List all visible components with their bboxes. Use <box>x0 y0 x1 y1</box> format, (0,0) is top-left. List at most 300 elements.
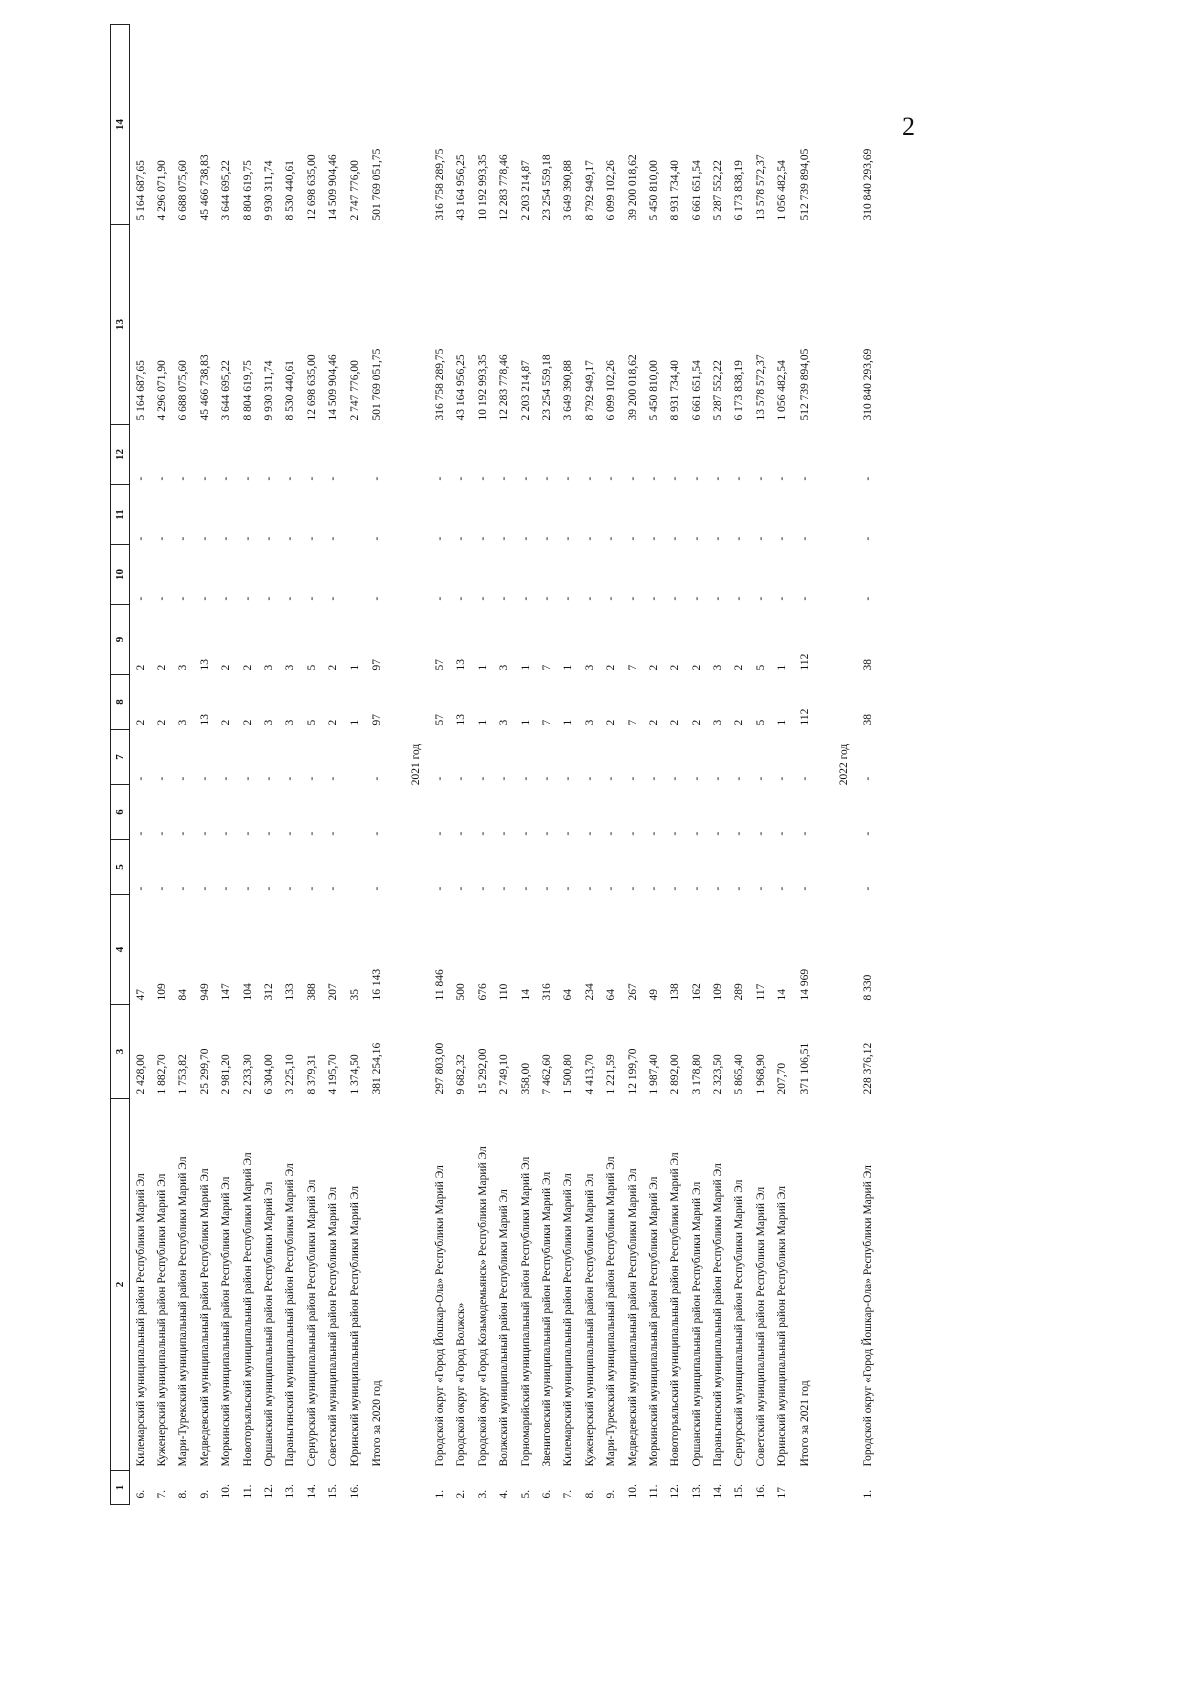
table-cell: 1 <box>476 719 489 726</box>
table-row <box>323 25 344 1505</box>
table-cell: - <box>669 596 682 601</box>
table-cell: - <box>519 831 532 836</box>
table-cell: 13 <box>455 659 468 671</box>
table-cell: 15 292,00 <box>476 1048 489 1095</box>
table-cell: - <box>327 476 340 481</box>
table-cell: - <box>733 476 746 481</box>
table-cell: - <box>519 886 532 891</box>
table-cell: 1 <box>776 719 789 726</box>
table-cell: - <box>198 476 211 481</box>
table-cell: 316 758 289,75 <box>433 348 446 421</box>
table-cell: - <box>284 776 297 781</box>
table-cell: - <box>177 831 190 836</box>
spacer-cell <box>817 25 831 1505</box>
page-number: 2 <box>902 112 915 141</box>
table-cell: - <box>241 776 254 781</box>
table-cell: - <box>626 886 639 891</box>
table-cell: 14 <box>519 989 532 1001</box>
table-cell: - <box>861 596 874 601</box>
table-row <box>536 25 557 1505</box>
year-heading-row <box>831 25 857 1505</box>
table-cell: - <box>156 831 169 836</box>
table-cell: - <box>198 776 211 781</box>
table-cell: - <box>861 776 874 781</box>
table-row <box>301 25 322 1505</box>
row-label: Городской округ «Город Йошкар-Ола» Республики Марий Эл <box>861 1165 874 1467</box>
table-cell: - <box>134 776 147 781</box>
row-label: Советский муниципальный район Республики Марий Эл <box>754 1186 767 1467</box>
table-cell: - <box>327 831 340 836</box>
table-cell: - <box>134 596 147 601</box>
table-cell: - <box>177 536 190 541</box>
table-cell: - <box>669 886 682 891</box>
data-table <box>110 24 878 1505</box>
column-header: 12 <box>111 425 130 485</box>
table-cell: 5 <box>305 719 318 726</box>
table-cell: 1 753,82 <box>177 1054 190 1095</box>
table-row <box>750 25 771 1505</box>
column-header: 11 <box>111 485 130 545</box>
table-cell: - <box>371 886 384 891</box>
table-cell: - <box>583 536 596 541</box>
table-cell: - <box>626 596 639 601</box>
table-cell: 3 644 695,22 <box>220 360 233 421</box>
table-cell: 1 <box>776 664 789 671</box>
table-cell: 5 <box>754 719 767 726</box>
table-cell: 16 143 <box>371 968 384 1001</box>
table-cell: - <box>284 596 297 601</box>
row-label: Килемарский муниципальный район Республики Марий Эл <box>562 1173 575 1467</box>
table-cell: 949 <box>198 983 211 1001</box>
table-cell: 2 <box>647 664 660 671</box>
table-cell: - <box>690 596 703 601</box>
table-cell: 138 <box>669 983 682 1001</box>
table-cell: - <box>433 831 446 836</box>
table-cell: - <box>455 776 468 781</box>
table-cell: 2 <box>733 664 746 671</box>
table-cell: 2 <box>220 664 233 671</box>
table-cell: - <box>305 476 318 481</box>
table-cell: 500 <box>455 983 468 1001</box>
table-cell: 39 200 018,62 <box>626 154 639 221</box>
table-cell: 84 <box>177 989 190 1001</box>
table-cell: - <box>371 831 384 836</box>
table-cell <box>344 545 365 605</box>
table-cell: - <box>690 831 703 836</box>
table-cell: 133 <box>284 983 297 1001</box>
table-cell: - <box>562 831 575 836</box>
table-cell: 14 <box>776 989 789 1001</box>
table-cell: 2 749,10 <box>498 1054 511 1095</box>
table-cell: 5 164 687,65 <box>134 360 147 421</box>
table-cell: 6 173 838,19 <box>733 160 746 221</box>
row-label: Параньгинский муниципальный район Республики Марий Эл <box>284 1163 297 1467</box>
header-row <box>111 25 130 1505</box>
table-cell: 2 747 776,00 <box>348 360 361 421</box>
spacer-row <box>817 25 831 1505</box>
table-cell: 512 739 894,05 <box>798 148 811 221</box>
row-label: Звениговский муниципальный район Республики Марий Эл <box>540 1171 553 1467</box>
table-cell: 289 <box>733 983 746 1001</box>
table-cell: 3 <box>712 664 725 671</box>
table-cell: 3 644 695,22 <box>220 160 233 221</box>
table-cell: - <box>263 776 276 781</box>
table-cell: 6 688 075,60 <box>177 160 190 221</box>
table-cell: - <box>626 476 639 481</box>
table-cell: 312 <box>263 983 276 1001</box>
table-cell: 2 <box>690 664 703 671</box>
table-cell: 8 530 440,61 <box>284 160 297 221</box>
row-number: 13. <box>690 1484 703 1499</box>
table-cell: 5 <box>754 664 767 671</box>
table-cell: - <box>198 886 211 891</box>
table-cell: 2 747 776,00 <box>348 160 361 221</box>
table-cell: 110 <box>498 983 511 1001</box>
table-cell: 2 203 214,87 <box>519 160 532 221</box>
table-cell: - <box>733 596 746 601</box>
table-cell: - <box>305 831 318 836</box>
table-cell: - <box>455 476 468 481</box>
table-cell: 4 413,70 <box>583 1054 596 1095</box>
table-cell: - <box>220 776 233 781</box>
table-cell: - <box>754 476 767 481</box>
table-cell: 147 <box>220 983 233 1001</box>
table-row <box>258 25 279 1505</box>
table-cell: 1 <box>348 719 361 726</box>
table-cell: 12 283 778,46 <box>498 354 511 421</box>
table-cell: - <box>562 596 575 601</box>
table-cell: 2 <box>156 719 169 726</box>
table-cell: - <box>754 536 767 541</box>
table-cell: 3 <box>498 664 511 671</box>
table-cell: 6 173 838,19 <box>733 360 746 421</box>
year-heading: 2021 год <box>410 743 423 786</box>
table-cell: - <box>754 831 767 836</box>
table-cell: 8 530 440,61 <box>284 360 297 421</box>
table-cell: - <box>583 776 596 781</box>
table-cell: 2 <box>647 719 660 726</box>
row-number: 10. <box>220 1484 233 1499</box>
row-label: Городской округ «Город Волжск» <box>455 1302 468 1467</box>
table-cell: 2 233,30 <box>241 1054 254 1095</box>
table-cell: 6 099 102,26 <box>605 360 618 421</box>
column-header: 1 <box>111 1471 130 1505</box>
table-cell: 5 287 552,22 <box>712 360 725 421</box>
table-cell: - <box>712 536 725 541</box>
table-cell: - <box>647 596 660 601</box>
row-label: Мари-Турекский муниципальный район Республики Марий Эл <box>177 1156 190 1467</box>
table-cell: 13 <box>198 659 211 671</box>
table-cell: - <box>134 476 147 481</box>
total-row <box>793 25 817 1505</box>
column-header: 8 <box>111 675 130 730</box>
table-cell: - <box>712 886 725 891</box>
table-cell: 64 <box>562 989 575 1001</box>
table-cell: - <box>498 831 511 836</box>
table-cell: - <box>220 886 233 891</box>
table-cell: 12 698 635,00 <box>305 154 318 221</box>
table-row <box>665 25 686 1505</box>
table-cell: 3 <box>263 719 276 726</box>
table-row <box>194 25 215 1505</box>
table-row <box>686 25 707 1505</box>
table-cell: 207,70 <box>776 1062 789 1095</box>
table-cell: - <box>263 831 276 836</box>
table-cell: - <box>861 536 874 541</box>
table-cell: 4 296 071,90 <box>156 160 169 221</box>
table-cell: 1 <box>519 664 532 671</box>
table-row <box>643 25 664 1505</box>
table-cell: 6 688 075,60 <box>177 360 190 421</box>
row-label: Новоторъяльский муниципальный район Республики Марий Эл <box>241 1152 254 1467</box>
table-cell: - <box>455 596 468 601</box>
table-cell: 7 <box>540 664 553 671</box>
table-cell: 7 <box>626 719 639 726</box>
table-cell: 316 <box>540 983 553 1001</box>
row-number: 13. <box>284 1484 297 1499</box>
table-cell: 57 <box>433 714 446 726</box>
row-label: Куженерский муниципальный район Республики Марий Эл <box>583 1173 596 1467</box>
table-cell: 5 450 810,00 <box>647 160 660 221</box>
table-cell: - <box>134 831 147 836</box>
table-cell: - <box>220 476 233 481</box>
table-cell: 1 <box>348 664 361 671</box>
table-cell: 2 <box>327 664 340 671</box>
table-cell: - <box>861 476 874 481</box>
table-cell: - <box>861 886 874 891</box>
table-row <box>600 25 621 1505</box>
table-cell: - <box>605 596 618 601</box>
table-cell: - <box>498 536 511 541</box>
table-cell: - <box>647 831 660 836</box>
table-cell: 1 968,90 <box>754 1054 767 1095</box>
table-cell: - <box>798 596 811 601</box>
table-cell: 2 <box>327 719 340 726</box>
table-cell: 2 203 214,87 <box>519 360 532 421</box>
table-cell: - <box>798 831 811 836</box>
table-cell: 310 840 293,69 <box>861 348 874 421</box>
table-cell: - <box>156 886 169 891</box>
table-cell: - <box>776 596 789 601</box>
table-cell: - <box>498 776 511 781</box>
table-cell: 8 379,31 <box>305 1054 318 1095</box>
table-cell: 267 <box>626 983 639 1001</box>
table-cell: - <box>647 476 660 481</box>
table-cell: - <box>156 596 169 601</box>
table-cell: 6 661 651,54 <box>690 160 703 221</box>
table-cell <box>344 485 365 545</box>
table-cell: 97 <box>371 714 384 726</box>
row-label: Медведевский муниципальный район Республики Марий Эл <box>626 1168 639 1467</box>
table-cell: - <box>861 831 874 836</box>
table-cell: 10 192 993,35 <box>476 154 489 221</box>
table-cell: 501 769 051,75 <box>371 348 384 421</box>
table-cell: 3 <box>177 664 190 671</box>
row-number <box>793 1471 817 1505</box>
table-cell: 12 283 778,46 <box>498 154 511 221</box>
table-cell: - <box>583 886 596 891</box>
table-cell: 3 <box>583 719 596 726</box>
table-cell: - <box>241 831 254 836</box>
table-cell: 12 199,70 <box>626 1048 639 1095</box>
table-cell: 5 164 687,65 <box>134 160 147 221</box>
row-number: 1. <box>433 1489 446 1499</box>
table-cell: - <box>583 831 596 836</box>
table-cell: 109 <box>156 983 169 1001</box>
table-cell: 6 099 102,26 <box>605 160 618 221</box>
table-cell: - <box>647 776 660 781</box>
row-number: 11. <box>647 1484 660 1499</box>
table-cell: 1 056 482,54 <box>776 160 789 221</box>
row-number: 15. <box>327 1484 340 1499</box>
table-cell: - <box>540 536 553 541</box>
row-label: Оршанский муниципальный район Республики Марий Эл <box>263 1181 276 1467</box>
table-cell: - <box>220 536 233 541</box>
table-cell: 9 930 311,74 <box>263 360 276 421</box>
table-cell: 501 769 051,75 <box>371 148 384 221</box>
table-row <box>772 25 793 1505</box>
table-cell: 8 931 734,40 <box>669 360 682 421</box>
table-cell: - <box>156 476 169 481</box>
table-cell: - <box>647 536 660 541</box>
table-row <box>579 25 600 1505</box>
row-label: Куженерский муниципальный район Республики Марий Эл <box>156 1173 169 1467</box>
row-label: Моркинский муниципальный район Республики Марий Эл <box>647 1176 660 1467</box>
table-cell: - <box>540 596 553 601</box>
table-cell: - <box>712 596 725 601</box>
row-number: 15. <box>733 1484 746 1499</box>
table-cell: 3 <box>498 719 511 726</box>
table-cell: - <box>540 886 553 891</box>
row-number: 6. <box>540 1489 553 1499</box>
table-cell: 2 892,00 <box>669 1054 682 1095</box>
row-label: Сернурский муниципальный район Республики Марий Эл <box>733 1179 746 1467</box>
table-row <box>451 25 472 1505</box>
table-cell: 3 <box>284 719 297 726</box>
table-cell: 7 <box>626 664 639 671</box>
table-cell: - <box>605 476 618 481</box>
table-cell <box>344 425 365 485</box>
table-cell: 3 649 390,88 <box>562 160 575 221</box>
table-cell: 25 299,70 <box>198 1048 211 1095</box>
table-cell: 3 <box>177 719 190 726</box>
table-cell: 5 <box>305 664 318 671</box>
table-cell: - <box>371 776 384 781</box>
table-cell: - <box>134 536 147 541</box>
table-cell: - <box>519 476 532 481</box>
table-cell: 8 931 734,40 <box>669 160 682 221</box>
table-cell: - <box>733 831 746 836</box>
row-number: 14. <box>305 1484 318 1499</box>
table-row <box>429 25 450 1505</box>
table-cell: - <box>134 886 147 891</box>
table-cell: - <box>305 596 318 601</box>
table-cell: 162 <box>690 983 703 1001</box>
table-cell: 2 <box>669 719 682 726</box>
table-cell: 3 178,80 <box>690 1054 703 1095</box>
table-cell: - <box>263 536 276 541</box>
table-cell: - <box>327 886 340 891</box>
table-cell: - <box>433 476 446 481</box>
table-cell: - <box>754 886 767 891</box>
row-number: 12. <box>669 1484 682 1499</box>
table-cell: - <box>327 596 340 601</box>
table-cell: - <box>305 886 318 891</box>
table-cell: 381 254,16 <box>371 1042 384 1095</box>
table-cell: - <box>263 886 276 891</box>
table-cell: 1 <box>476 664 489 671</box>
table-cell: 8 804 619,75 <box>241 360 254 421</box>
table-cell: 13 <box>455 714 468 726</box>
table-cell: - <box>371 536 384 541</box>
table-cell: - <box>241 886 254 891</box>
table-cell: 388 <box>305 983 318 1001</box>
year-heading: 2022 год <box>837 743 850 786</box>
table-cell: 14 509 904,46 <box>327 354 340 421</box>
table-cell: - <box>220 596 233 601</box>
row-number: 12. <box>263 1484 276 1499</box>
table-cell: - <box>754 776 767 781</box>
table-cell: - <box>455 536 468 541</box>
table-cell: - <box>776 831 789 836</box>
table-cell: - <box>776 776 789 781</box>
row-number: 16. <box>348 1484 361 1499</box>
table-cell: - <box>305 536 318 541</box>
table-cell: 207 <box>327 983 340 1001</box>
table-cell: - <box>263 596 276 601</box>
table-row <box>344 25 365 1505</box>
table-cell: - <box>754 596 767 601</box>
table-cell: - <box>540 476 553 481</box>
table-cell: - <box>605 831 618 836</box>
table-cell: - <box>562 886 575 891</box>
table-cell: 2 <box>605 719 618 726</box>
table-cell: 12 698 635,00 <box>305 354 318 421</box>
table-cell: 5 450 810,00 <box>647 360 660 421</box>
table-cell: 2 323,50 <box>712 1054 725 1095</box>
row-label: Параньгинский муниципальный район Республики Марий Эл <box>712 1163 725 1467</box>
table-cell: 3 225,10 <box>284 1054 297 1095</box>
table-cell: 2 981,20 <box>220 1054 233 1095</box>
column-header: 13 <box>111 225 130 425</box>
row-number <box>365 1471 389 1505</box>
table-cell: - <box>498 476 511 481</box>
table-row <box>216 25 237 1505</box>
table-cell: - <box>156 776 169 781</box>
table-cell: 7 <box>540 719 553 726</box>
table-cell: - <box>626 536 639 541</box>
year-heading-row <box>403 25 429 1505</box>
table-cell: 14 509 904,46 <box>327 154 340 221</box>
table-cell: - <box>498 886 511 891</box>
table-cell: - <box>198 596 211 601</box>
table-cell: 6 304,00 <box>263 1054 276 1095</box>
table-cell: - <box>263 476 276 481</box>
table-cell: - <box>305 776 318 781</box>
table-row <box>622 25 643 1505</box>
table-cell: - <box>669 831 682 836</box>
row-label: Оршанский муниципальный район Республики Марий Эл <box>690 1181 703 1467</box>
table-cell: - <box>798 476 811 481</box>
table-cell: - <box>690 536 703 541</box>
table-cell: - <box>177 886 190 891</box>
column-header: 14 <box>111 25 130 225</box>
table-cell: 1 <box>562 719 575 726</box>
table-cell: 316 758 289,75 <box>433 148 446 221</box>
table-cell: 10 192 993,35 <box>476 354 489 421</box>
row-number: 9. <box>198 1489 211 1499</box>
column-header: 5 <box>111 840 130 895</box>
